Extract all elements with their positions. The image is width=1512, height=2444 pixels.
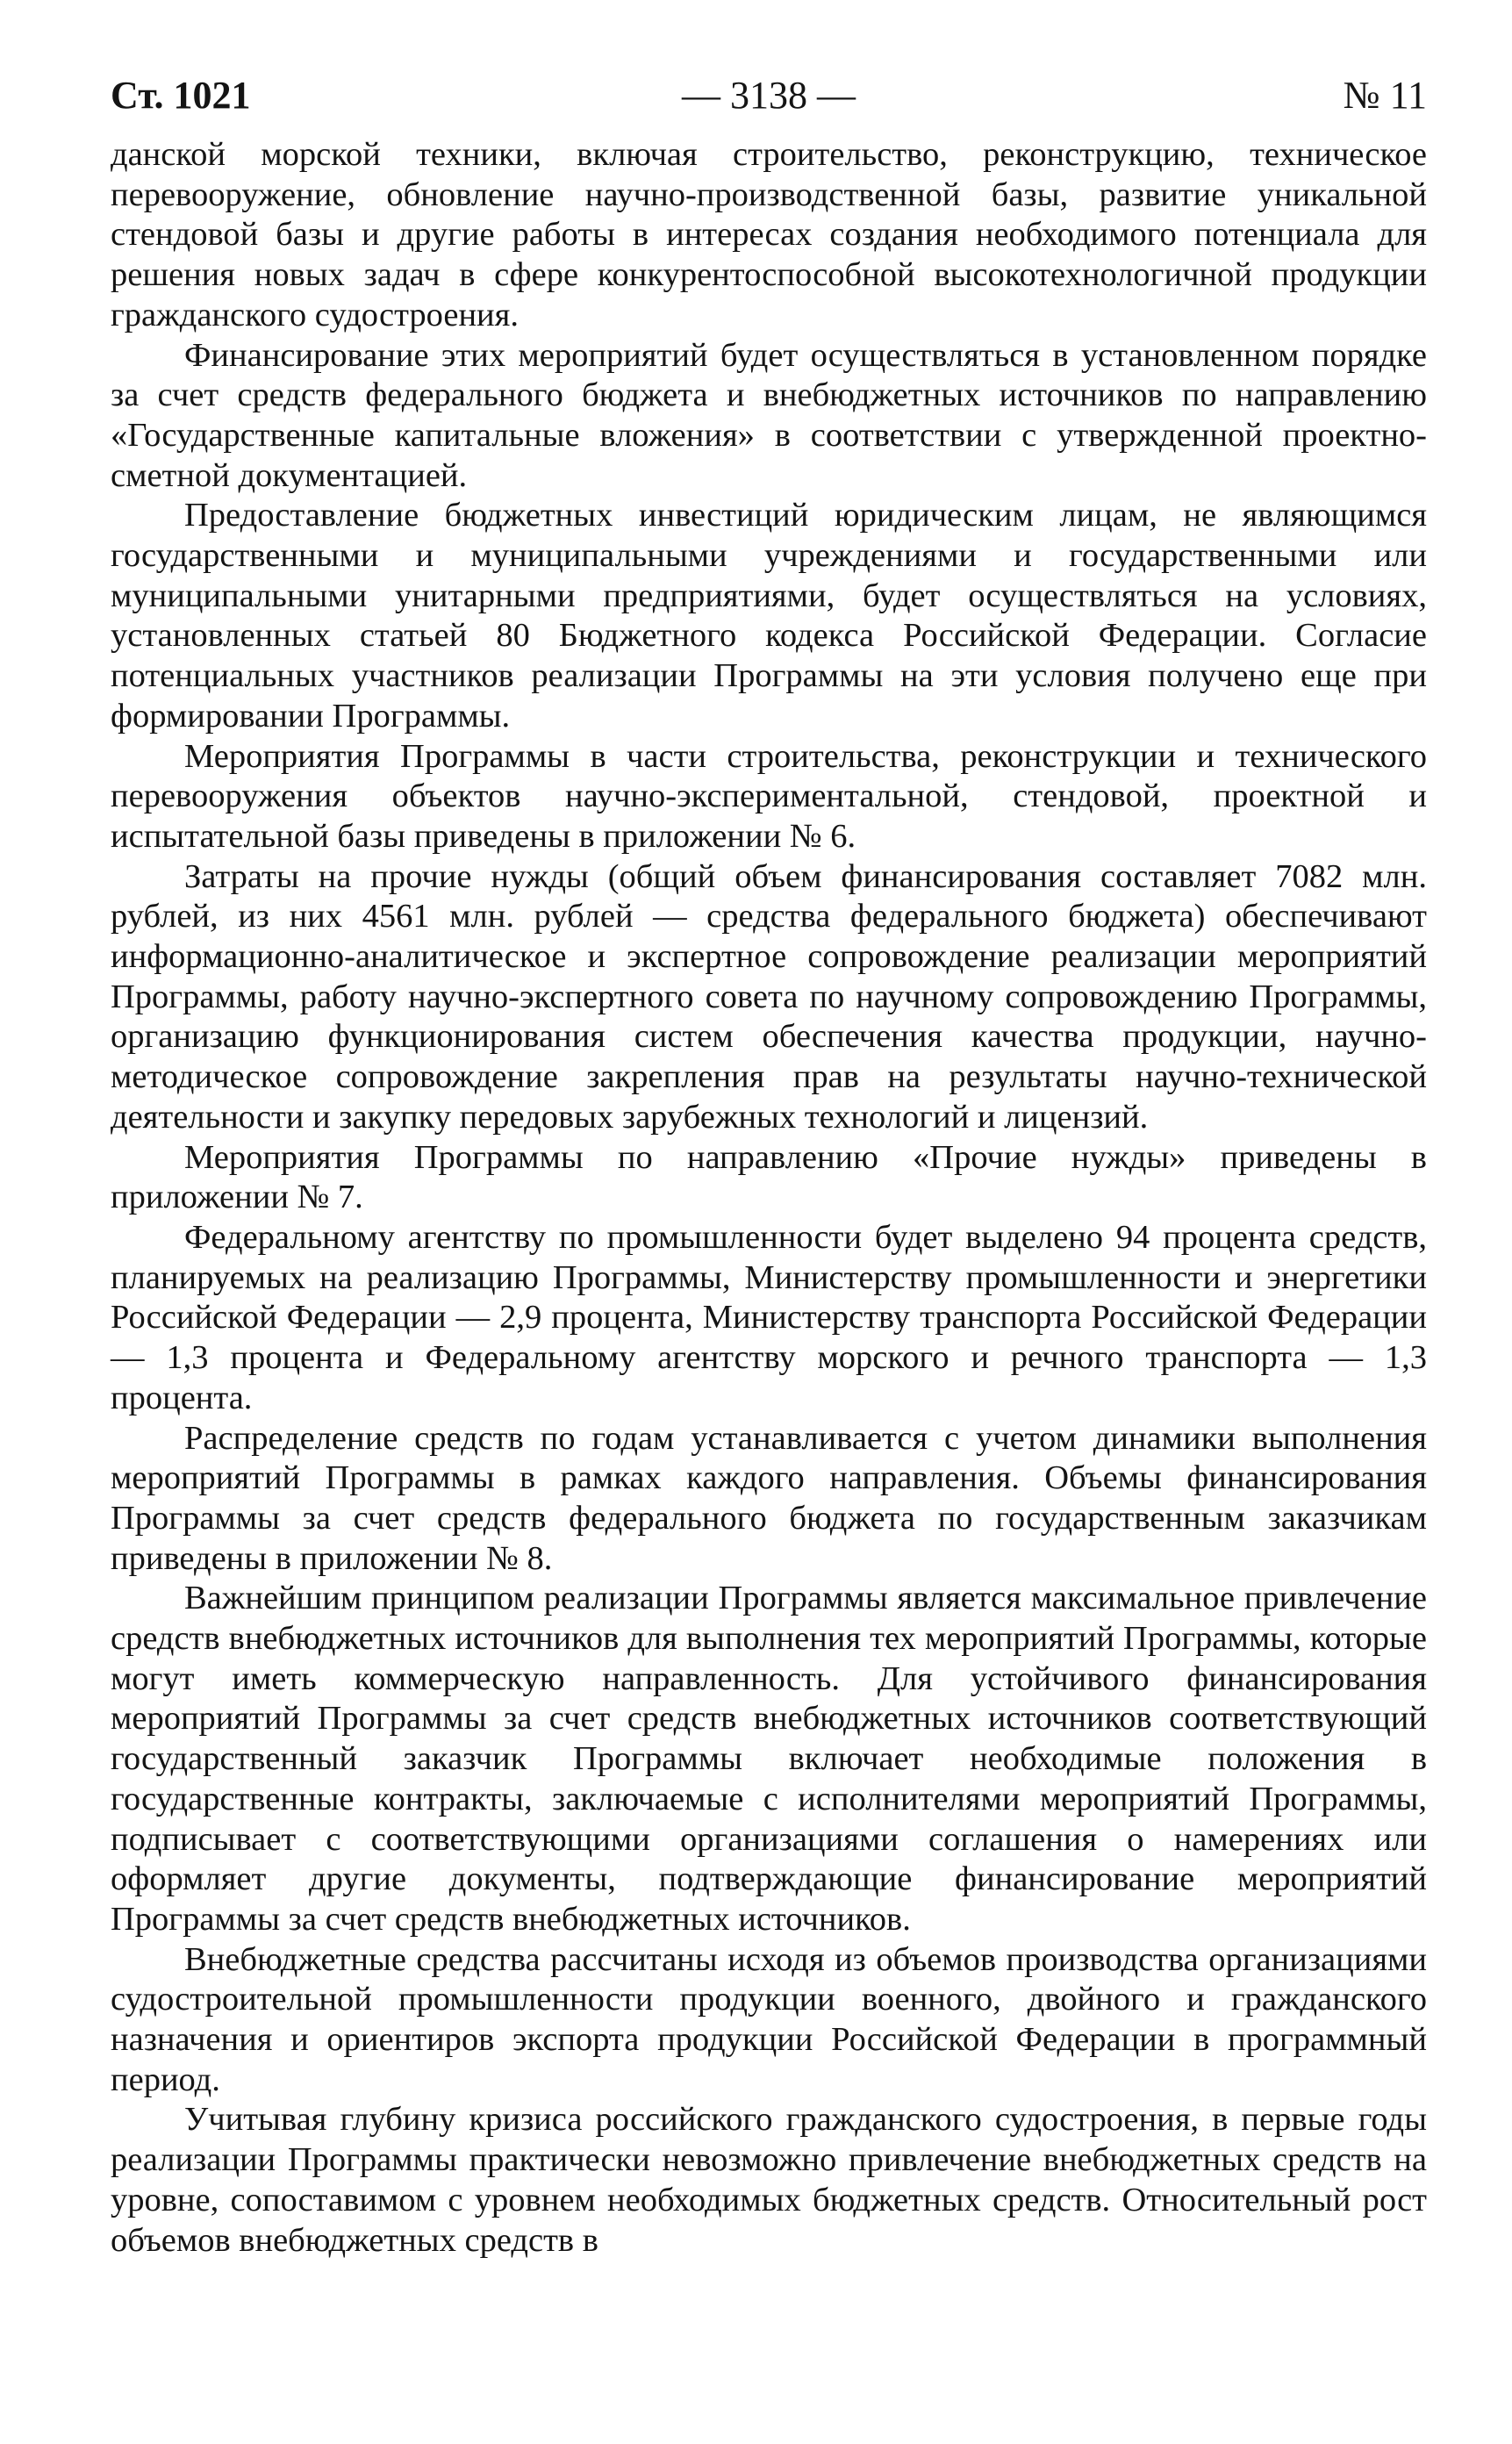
article-number: Ст. 1021 (111, 74, 251, 117)
paragraph: Внебюджетные средства рассчитаны исходя из объемов производства организациями судостроительной промышленности продукции военного, двойного и гражданского назначения и ориентиров экспорта продукции Российской Федерации в программный период. (111, 1940, 1427, 2098)
paragraph-continued: данской морской техники, включая строительство, реконструкцию, техническое перевооружение, обновление научно-производственной базы, развитие уникальной стендовой базы и другие работы в интересах создания необходимого потенциала для решения новых задач в сфере конкурентоспособной высокотехнологичной продукции гражданского судостроения. (111, 136, 1427, 333)
document-body (111, 135, 1427, 2261)
issue-number: № 11 (1343, 74, 1427, 117)
paragraph: Мероприятия Программы по направлению «Прочие нужды» приведены в приложении № 7. (111, 1138, 1427, 1216)
page-number: — 3138 — (682, 74, 856, 117)
paragraph: Важнейшим принципом реализации Программы является максимальное привлечение средств внебюджетных источников для выполнения тех мероприятий Программы, которые могут иметь коммерческую направленность. Для устойчивого финансирования мероприятий Программы за счет средств внебюджетных источников соответствующий государственный заказчик Программы включает необходимые положения в государственные контракты, заключаемые с исполнителями мероприятий Программы, подписывает с соответствующими организациями соглашения о намерениях или оформляет другие документы, подтверждающие финансирование мероприятий Программы за счет средств внебюджетных источников. (111, 1580, 1427, 1938)
paragraph: Финансирование этих мероприятий будет осуществляться в установленном порядке за счет средств федерального бюджета и внебюджетных источников по направлению «Государственные капитальные вложения» в соответствии с утвержденной проектно-сметной документацией. (111, 336, 1427, 494)
paragraph: Мероприятия Программы в части строительства, реконструкции и технического перевооружения объектов научно-экспериментальной, стендовой, проектной и испытательной базы приведены в приложении № 6. (111, 737, 1427, 855)
page-header (111, 68, 1427, 123)
paragraph: Федеральному агентству по промышленности будет выделено 94 процента средств, планируемых на реализацию Программы, Министерству промышленности и энергетики Российской Федерации — 2,9 процента, Министерству транспорта Российской Федерации — 1,3 процента и Федеральному агентству морского и речного транспорта — 1,3 процента. (111, 1218, 1427, 1416)
paragraph: Затраты на прочие нужды (общий объем финансирования составляет 7082 млн. рублей, из них 4561 млн. рублей — средства федерального бюджета) обеспечивают информационно-аналитическое и экспертное сопровождение реализации мероприятий Программы, работу научно-экспертного совета по научному сопровождению Программы, организацию функционирования систем обеспечения качества продукции, научно-методическое сопровождение закрепления прав на результаты научно-технической деятельности и закупку передовых зарубежных технологий и лицензий. (111, 857, 1427, 1136)
paragraph: Распределение средств по годам устанавливается с учетом динамики выполнения мероприятий Программы в рамках каждого направления. Объемы финансирования Программы за счет средств федерального бюджета по государственным заказчикам приведены в приложении № 8. (111, 1419, 1427, 1577)
document-page (111, 68, 1427, 2420)
paragraph: Предоставление бюджетных инвестиций юридическим лицам, не являющимся государственными и муниципальными учреждениями и государственными или муниципальными унитарными предприятиями, будет осуществляться на условиях, установленных статьей 80 Бюджетного кодекса Российской Федерации. Согласие потенциальных участников реализации Программы на эти условия получено еще при формировании Программы. (111, 497, 1427, 735)
paragraph: Учитывая глубину кризиса российского гражданского судостроения, в первые годы реализации Программы практически невозможно привлечение внебюджетных средств на уровне, сопоставимом с уровнем необходимых бюджетных средств. Относительный рост объемов внебюджетных средств в (111, 2101, 1427, 2259)
